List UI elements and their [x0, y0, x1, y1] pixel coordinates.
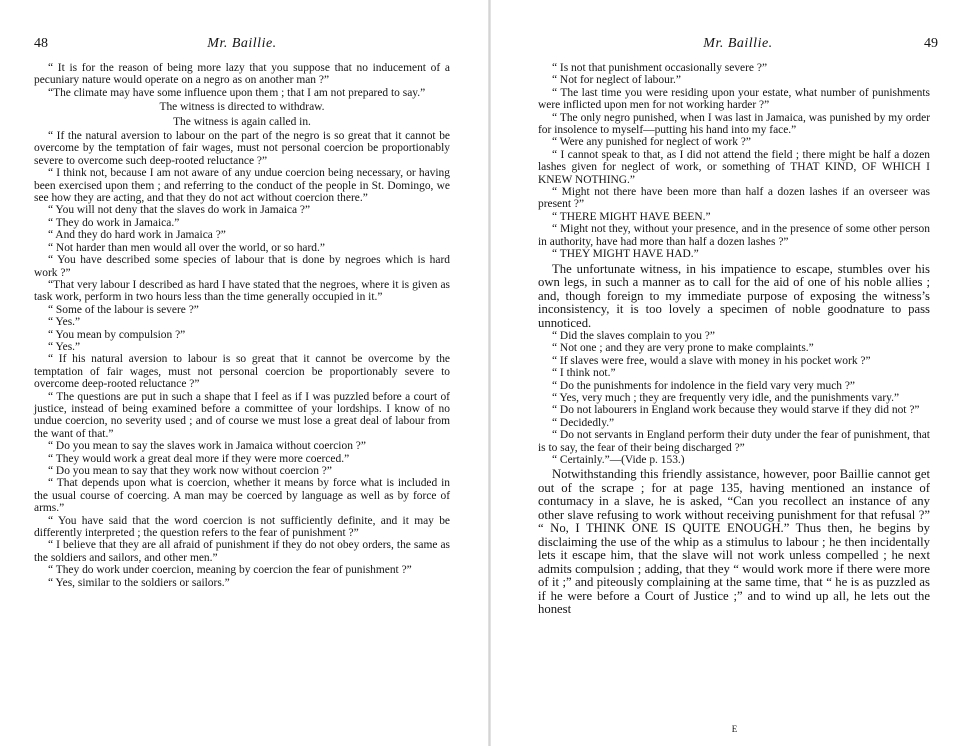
left-page-paragraph: “ They do work under coercion, meaning by coercion the fear of punishment ?”: [48, 564, 412, 577]
right-page: [490, 0, 980, 746]
left-page-paragraph: “ You have described some species of labour that is done by negroes which is hard work ?”: [34, 254, 450, 279]
left-page-paragraph: “ You mean by compulsion ?”: [48, 328, 186, 341]
left-page-paragraph: “ The questions are put in such a shape that I feel as if I was puzzled before a court of justice, instead of being examined before a committee of your lordships. I know of no undue coercion, no severity used ; and of course we must lose a great deal of labour from the want of that.”: [34, 390, 450, 440]
left-page-paragraph: “That very labour I described as hard I have stated that the negroes, where it is given as task work, perform in two hours less than the time generally occupied in it.”: [34, 278, 450, 304]
right-page-paragraph: “ Might not there have been more than half a dozen lashes if an overseer was present ?”: [538, 186, 930, 211]
right-running-head: Mr. Baillie.: [703, 36, 773, 51]
left-page-paragraph: “ Yes, similar to the soldiers or sailors.”: [48, 576, 230, 589]
right-page-paragraph: “ Yes, very much ; they are frequently very idle, and the punishments vary.”: [552, 392, 900, 405]
left-page-paragraph: “ Yes.”: [48, 340, 81, 353]
right-page-paragraph: “ Do not servants in England perform their duty under the fear of punishment, that is to say, the fear of their being discharged ?”: [538, 429, 930, 454]
right-page-paragraph: “ THEY MIGHT HAVE HAD.”: [552, 248, 699, 261]
left-page-paragraph: “ I believe that they are all afraid of punishment if they do not obey orders, the same as the soldiers and sailors, and other men.”: [34, 539, 450, 564]
signature-mark: E: [731, 724, 739, 734]
left-page-body: [34, 62, 450, 589]
right-page-paragraph: “ Decidedly.”: [552, 416, 615, 429]
right-page-header: [538, 36, 938, 52]
right-page-paragraph: “ I cannot speak to that, as I did not attend the field ; there might be half a dozen lashes given for neglect of work, or something of THAT KIND, OF WHICH I KNEW NOTHING.”: [538, 148, 930, 186]
left-page-paragraph: “ Some of the labour is severe ?”: [48, 303, 199, 316]
left-page-paragraph: “ Do you mean to say the slaves work in Jamaica without coercion ?”: [48, 440, 366, 453]
left-page-paragraph: “ If his natural aversion to labour is so great that it cannot be overcome by the temptation of fair wages, must not personal coercion be proportionably severe to overcome deep-rooted reluctance ?”: [34, 353, 450, 391]
left-page-paragraph: The witness is directed to withdraw.: [159, 101, 325, 114]
left-page-paragraph: “ That depends upon what is coercion, whether it means by force what is included in the usual course of coercing. A man may be coerced by language as well as by force of arms.”: [34, 477, 450, 515]
right-page-paragraph: The unfortunate witness, in his impatience to escape, stumbles over his own legs, in such a manner as to call for the aid of one of his noble allies ; and, though foreign to my immediate purpose of exposing the witness’s inconsistency, it is too lovely a specimen of noble goodnature to pass unnoticed.: [538, 261, 930, 330]
right-page-paragraph: “ Not for neglect of labour.”: [552, 74, 681, 87]
right-page-paragraph: “ Did the slaves complain to you ?”: [552, 330, 715, 342]
left-page-paragraph: “ And they do hard work in Jamaica ?”: [48, 229, 226, 242]
left-page-paragraph: “ If the natural aversion to labour on the part of the negro is so great that it cannot be overcome by the temptation of fair wages, must not personal coercion be proportionably severe to overcome such deep-rooted reluctance ?”: [34, 130, 450, 167]
right-page-paragraph: “ Might not they, without your presence, and in the presence of some other person in authority, have had more than half a dozen lashes ?”: [538, 223, 930, 248]
right-page-paragraph: “ Do not labourers in England work because they would starve if they did not ?”: [552, 404, 920, 417]
right-page-body: [538, 62, 930, 617]
left-page-paragraph: “ Yes.”: [48, 316, 81, 329]
right-page-paragraph: “ THERE MIGHT HAVE BEEN.”: [552, 210, 711, 223]
left-page-paragraph: “ Not harder than men would all over the world, or so hard.”: [48, 241, 325, 254]
right-page-paragraph: Notwithstanding this friendly assistance, however, poor Baillie cannot get out of the scrape ; for at page 135, having mentioned an instance of contumacy in a slave, he is asked, “Can you recollect an instance of any other slave refusing to work without receiving punishment for that refusal ?” “ No, I THINK ONE IS QUITE ENOUGH.” Thus then, he begins by disclaiming the use of the whip as a stimulus to labour ; he then incidentally lets it escape him, that the slave will not work unless compelled ; he next admits compulsion ; adding, that they “ would work more if there were more of it ;” and piteously complaining at the same time, that “ he is as puzzled as if he were before a Court of Justice ;” and to wind up all, he lets out the honest: [538, 467, 930, 617]
left-page-paragraph: “ It is for the reason of being more lazy that you suppose that no inducement of a pecuniary nature would operate on a negro as on another man ?”: [34, 62, 450, 87]
left-page-paragraph: The witness is again called in.: [173, 115, 311, 128]
left-running-head: Mr. Baillie.: [207, 36, 277, 51]
right-page-paragraph: “ I think not.”: [552, 367, 616, 380]
left-page-paragraph: “ They would work a great deal more if they were more coerced.”: [48, 452, 350, 465]
left-page-paragraph: “ Do you mean to say that they work now without coercion ?”: [48, 465, 332, 477]
right-page-paragraph: “ The last time you were residing upon your estate, what number of punishments were inflicted upon men for not working harder ?”: [538, 86, 930, 112]
left-page-paragraph: “ You have said that the word coercion is not sufficiently definite, and it may be differently interpreted ; the question refers to the fear of punishment ?”: [34, 514, 450, 540]
right-page-paragraph: “ Certainly.”—(Vide p. 153.): [552, 454, 685, 467]
right-page-paragraph: “ The only negro punished, when I was last in Jamaica, was punished by my order for insolence to myself—putting his hand into my face.”: [538, 111, 930, 137]
right-page-paragraph: “ Is not that punishment occasionally severe ?”: [552, 62, 768, 74]
right-page-paragraph: “ Not one ; and they are very prone to make complaints.”: [552, 342, 814, 355]
left-page-paragraph: “ You will not deny that the slaves do work in Jamaica ?”: [48, 204, 311, 217]
left-page-header: [34, 36, 450, 52]
left-page-paragraph: “ I think not, because I am not aware of any undue coercion being necessary, or having been exercised upon them ; and referring to the conduct of the people in St. Domingo, we see how they are acting, and that they do not act without coercion there.”: [34, 167, 450, 205]
left-page-paragraph: “ They do work in Jamaica.”: [48, 216, 180, 229]
right-page-paragraph: “ Do the punishments for indolence in the field vary very much ?”: [552, 379, 855, 392]
left-page-paragraph: “The climate may have some influence upon them ; that I am not prepared to say.”: [48, 86, 426, 99]
right-page-number: 49: [924, 36, 938, 51]
left-page-number: 48: [34, 36, 48, 51]
right-page-paragraph: “ Were any punished for neglect of work ?”: [552, 136, 751, 149]
right-page-paragraph: “ If slaves were free, would a slave with money in his pocket work ?”: [552, 354, 871, 367]
